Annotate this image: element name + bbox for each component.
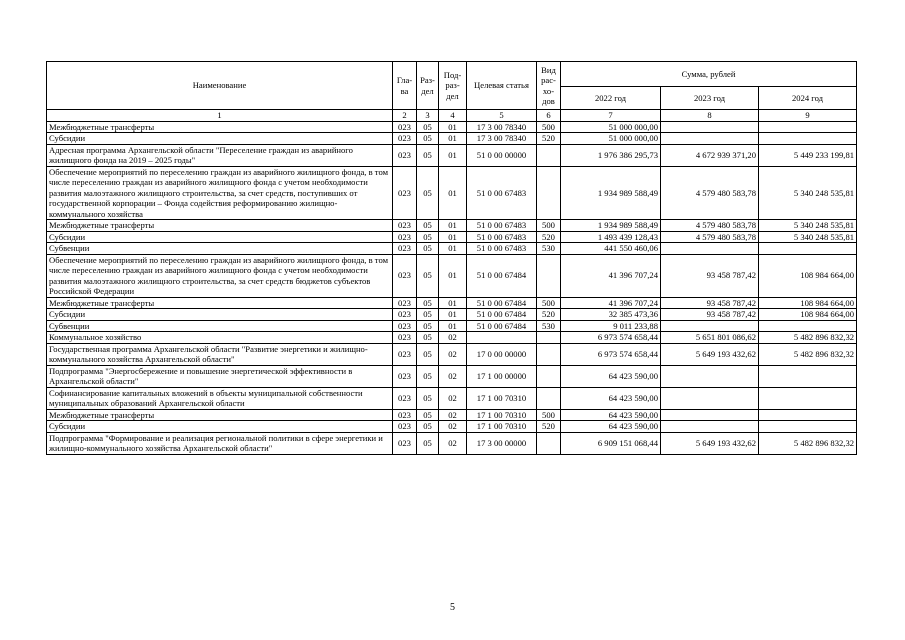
row-amount-2024: 108 984 664,00 <box>759 297 857 309</box>
row-target-article: 17 1 00 70310 <box>467 421 537 433</box>
row-name: Адресная программа Архангельской области "Переселение граждан из аварийного жилищного фонда на 2019 – 2025 годы" <box>47 144 393 166</box>
row-amount-2023: 4 579 480 583,78 <box>661 231 759 243</box>
row-name: Субсидии <box>47 421 393 433</box>
row-name: Обеспечение мероприятий по переселению граждан из аварийного жилищного фонда, в том числе переселению граждан из аварийного жилищного фонда с учетом необходимости развития малоэтажного жилищного строительства, за счет средств, поступивших от государственной корпорации – Фонда содействия реформированию жилищно-коммунального хозяйства <box>47 166 393 220</box>
row-amount-2022: 1 493 439 128,43 <box>561 231 661 243</box>
row-amount-2023 <box>661 365 759 387</box>
row-glava: 023 <box>393 144 417 166</box>
row-amount-2022: 64 423 590,00 <box>561 409 661 421</box>
row-glava: 023 <box>393 254 417 297</box>
row-expense-type: 500 <box>537 121 561 133</box>
row-expense-type: 500 <box>537 220 561 232</box>
row-name: Софинансирование капитальных вложений в объекты муниципальной собственности муниципальных образований Архангельской области <box>47 387 393 409</box>
row-podrazdel: 01 <box>439 133 467 145</box>
row-razdel: 05 <box>417 166 439 220</box>
row-podrazdel: 02 <box>439 421 467 433</box>
row-razdel: 05 <box>417 365 439 387</box>
column-number-row <box>47 110 857 122</box>
column-number: 8 <box>661 110 759 122</box>
row-glava: 023 <box>393 432 417 454</box>
row-glava: 023 <box>393 220 417 232</box>
row-razdel: 05 <box>417 387 439 409</box>
row-amount-2024 <box>759 387 857 409</box>
row-amount-2023 <box>661 409 759 421</box>
row-amount-2024 <box>759 320 857 332</box>
row-glava: 023 <box>393 332 417 344</box>
row-name: Межбюджетные трансферты <box>47 297 393 309</box>
row-expense-type <box>537 144 561 166</box>
row-amount-2022: 41 396 707,24 <box>561 297 661 309</box>
row-name: Подпрограмма "Энергосбережение и повышение энергетической эффективности в Архангельской области" <box>47 365 393 387</box>
budget-table <box>46 61 857 455</box>
column-number: 1 <box>47 110 393 122</box>
row-glava: 023 <box>393 166 417 220</box>
row-amount-2022: 64 423 590,00 <box>561 421 661 433</box>
header-target-article: Целевая статья <box>467 62 537 110</box>
row-target-article: 51 0 00 67483 <box>467 231 537 243</box>
header-name: Наименование <box>47 62 393 110</box>
row-glava: 023 <box>393 121 417 133</box>
row-amount-2022: 64 423 590,00 <box>561 365 661 387</box>
table-row <box>47 144 857 166</box>
row-amount-2022: 51 000 000,00 <box>561 121 661 133</box>
row-amount-2022: 6 973 574 658,44 <box>561 332 661 344</box>
row-target-article: 17 3 00 78340 <box>467 121 537 133</box>
row-podrazdel: 02 <box>439 387 467 409</box>
row-target-article: 17 3 00 78340 <box>467 133 537 145</box>
row-amount-2022: 64 423 590,00 <box>561 387 661 409</box>
row-amount-2024 <box>759 421 857 433</box>
row-target-article: 17 1 00 70310 <box>467 387 537 409</box>
row-podrazdel: 01 <box>439 220 467 232</box>
table-row <box>47 243 857 255</box>
row-amount-2023 <box>661 387 759 409</box>
row-amount-2024 <box>759 133 857 145</box>
row-expense-type <box>537 432 561 454</box>
table-row <box>47 365 857 387</box>
row-name: Субвенции <box>47 320 393 332</box>
row-name: Субсидии <box>47 231 393 243</box>
row-amount-2024: 5 482 896 832,32 <box>759 343 857 365</box>
column-number: 2 <box>393 110 417 122</box>
row-amount-2022: 6 973 574 658,44 <box>561 343 661 365</box>
row-podrazdel: 01 <box>439 231 467 243</box>
row-amount-2024: 5 449 233 199,81 <box>759 144 857 166</box>
table-row <box>47 220 857 232</box>
row-amount-2022: 1 934 989 588,49 <box>561 166 661 220</box>
table-row <box>47 343 857 365</box>
page-number: 5 <box>450 602 455 613</box>
row-razdel: 05 <box>417 332 439 344</box>
row-amount-2024 <box>759 409 857 421</box>
row-podrazdel: 01 <box>439 121 467 133</box>
row-amount-2022: 41 396 707,24 <box>561 254 661 297</box>
table-row <box>47 409 857 421</box>
row-target-article: 51 0 00 67484 <box>467 254 537 297</box>
table-row <box>47 320 857 332</box>
row-razdel: 05 <box>417 432 439 454</box>
row-podrazdel: 01 <box>439 144 467 166</box>
row-glava: 023 <box>393 421 417 433</box>
row-razdel: 05 <box>417 343 439 365</box>
row-amount-2023: 4 672 939 371,20 <box>661 144 759 166</box>
row-amount-2024: 108 984 664,00 <box>759 254 857 297</box>
row-amount-2022: 32 385 473,36 <box>561 309 661 321</box>
row-amount-2023 <box>661 121 759 133</box>
row-amount-2022: 1 976 386 295,73 <box>561 144 661 166</box>
row-amount-2024: 5 340 248 535,81 <box>759 220 857 232</box>
row-amount-2024: 5 482 896 832,32 <box>759 432 857 454</box>
table-row <box>47 421 857 433</box>
row-expense-type: 520 <box>537 309 561 321</box>
row-glava: 023 <box>393 320 417 332</box>
header-podrazdel: Под-раз-дел <box>439 62 467 110</box>
row-target-article: 51 0 00 67484 <box>467 320 537 332</box>
row-glava: 023 <box>393 231 417 243</box>
row-amount-2024 <box>759 365 857 387</box>
row-expense-type <box>537 365 561 387</box>
row-amount-2023: 93 458 787,42 <box>661 297 759 309</box>
table-row <box>47 254 857 297</box>
row-amount-2024: 5 340 248 535,81 <box>759 231 857 243</box>
row-amount-2023: 5 649 193 432,62 <box>661 432 759 454</box>
row-expense-type <box>537 387 561 409</box>
row-razdel: 05 <box>417 297 439 309</box>
row-name: Межбюджетные трансферты <box>47 409 393 421</box>
row-glava: 023 <box>393 243 417 255</box>
row-glava: 023 <box>393 365 417 387</box>
row-podrazdel: 02 <box>439 343 467 365</box>
row-expense-type: 500 <box>537 409 561 421</box>
row-podrazdel: 02 <box>439 432 467 454</box>
row-podrazdel: 01 <box>439 243 467 255</box>
column-number: 3 <box>417 110 439 122</box>
row-razdel: 05 <box>417 243 439 255</box>
row-target-article: 17 0 00 00000 <box>467 343 537 365</box>
row-razdel: 05 <box>417 320 439 332</box>
column-number: 7 <box>561 110 661 122</box>
row-podrazdel: 01 <box>439 254 467 297</box>
row-podrazdel: 02 <box>439 409 467 421</box>
row-amount-2023: 4 579 480 583,78 <box>661 166 759 220</box>
row-amount-2022: 1 934 989 588,49 <box>561 220 661 232</box>
row-amount-2023: 5 649 193 432,62 <box>661 343 759 365</box>
row-amount-2024: 5 482 896 832,32 <box>759 332 857 344</box>
row-glava: 023 <box>393 343 417 365</box>
row-amount-2022: 51 000 000,00 <box>561 133 661 145</box>
row-amount-2023: 93 458 787,42 <box>661 309 759 321</box>
row-glava: 023 <box>393 387 417 409</box>
row-target-article: 51 0 00 67483 <box>467 166 537 220</box>
row-razdel: 05 <box>417 309 439 321</box>
row-name: Подпрограмма "Формирование и реализация региональной политики в сфере энергетики и жилищно-коммунального хозяйства Архангельской области" <box>47 432 393 454</box>
row-amount-2023: 4 579 480 583,78 <box>661 220 759 232</box>
row-name: Обеспечение мероприятий по переселению граждан из аварийного жилищного фонда, в том числе переселению граждан из аварийного жилищного фонда с учетом необходимости развития малоэтажного жилищного строительства, за счет средств бюджетов субъектов Российской Федерации <box>47 254 393 297</box>
row-amount-2024: 108 984 664,00 <box>759 309 857 321</box>
row-razdel: 05 <box>417 133 439 145</box>
header-expense-type: Вид рас-хо-дов <box>537 62 561 110</box>
row-name: Межбюджетные трансферты <box>47 220 393 232</box>
header-year-2024: 2024 год <box>759 87 857 110</box>
column-number: 9 <box>759 110 857 122</box>
header-year-2023: 2023 год <box>661 87 759 110</box>
row-podrazdel: 01 <box>439 297 467 309</box>
row-name: Субсидии <box>47 133 393 145</box>
row-amount-2022: 441 550 460,06 <box>561 243 661 255</box>
row-amount-2023: 93 458 787,42 <box>661 254 759 297</box>
table-row <box>47 332 857 344</box>
header-glava: Гла-ва <box>393 62 417 110</box>
row-name: Субсидии <box>47 309 393 321</box>
row-target-article <box>467 332 537 344</box>
row-expense-type: 530 <box>537 243 561 255</box>
row-target-article: 51 0 00 00000 <box>467 144 537 166</box>
row-target-article: 51 0 00 67484 <box>467 309 537 321</box>
table-row <box>47 121 857 133</box>
row-glava: 023 <box>393 297 417 309</box>
row-amount-2023 <box>661 243 759 255</box>
column-number: 4 <box>439 110 467 122</box>
row-expense-type: 500 <box>537 297 561 309</box>
row-amount-2022: 9 011 233,88 <box>561 320 661 332</box>
row-amount-2024 <box>759 243 857 255</box>
table-row <box>47 387 857 409</box>
row-glava: 023 <box>393 133 417 145</box>
header-sum: Сумма, рублей <box>561 62 857 87</box>
row-expense-type <box>537 332 561 344</box>
row-amount-2024 <box>759 121 857 133</box>
column-number: 6 <box>537 110 561 122</box>
table-row <box>47 297 857 309</box>
row-razdel: 05 <box>417 144 439 166</box>
row-target-article: 51 0 00 67483 <box>467 220 537 232</box>
column-number: 5 <box>467 110 537 122</box>
table-row <box>47 166 857 220</box>
row-expense-type <box>537 254 561 297</box>
row-amount-2023: 5 651 801 086,62 <box>661 332 759 344</box>
row-podrazdel: 01 <box>439 166 467 220</box>
row-expense-type: 520 <box>537 133 561 145</box>
row-expense-type <box>537 166 561 220</box>
row-target-article: 17 1 00 00000 <box>467 365 537 387</box>
table-row <box>47 231 857 243</box>
row-expense-type: 520 <box>537 231 561 243</box>
row-name: Субвенции <box>47 243 393 255</box>
row-razdel: 05 <box>417 409 439 421</box>
row-target-article: 51 0 00 67483 <box>467 243 537 255</box>
table-row <box>47 133 857 145</box>
row-expense-type: 530 <box>537 320 561 332</box>
header-year-2022: 2022 год <box>561 87 661 110</box>
row-podrazdel: 02 <box>439 332 467 344</box>
row-amount-2023 <box>661 320 759 332</box>
row-amount-2022: 6 909 151 068,44 <box>561 432 661 454</box>
header-razdel: Раз-дел <box>417 62 439 110</box>
row-name: Коммунальное хозяйство <box>47 332 393 344</box>
row-razdel: 05 <box>417 254 439 297</box>
row-target-article: 51 0 00 67484 <box>467 297 537 309</box>
row-target-article: 17 1 00 70310 <box>467 409 537 421</box>
row-amount-2024: 5 340 248 535,81 <box>759 166 857 220</box>
row-expense-type <box>537 343 561 365</box>
row-target-article: 17 3 00 00000 <box>467 432 537 454</box>
table-row <box>47 309 857 321</box>
row-podrazdel: 01 <box>439 309 467 321</box>
table-row <box>47 432 857 454</box>
row-razdel: 05 <box>417 421 439 433</box>
row-glava: 023 <box>393 409 417 421</box>
row-name: Межбюджетные трансферты <box>47 121 393 133</box>
row-podrazdel: 02 <box>439 365 467 387</box>
row-expense-type: 520 <box>537 421 561 433</box>
row-razdel: 05 <box>417 231 439 243</box>
row-razdel: 05 <box>417 220 439 232</box>
row-podrazdel: 01 <box>439 320 467 332</box>
row-razdel: 05 <box>417 121 439 133</box>
row-amount-2023 <box>661 133 759 145</box>
row-name: Государственная программа Архангельской области "Развитие энергетики и жилищно-коммунального хозяйства Архангельской области" <box>47 343 393 365</box>
row-amount-2023 <box>661 421 759 433</box>
row-glava: 023 <box>393 309 417 321</box>
